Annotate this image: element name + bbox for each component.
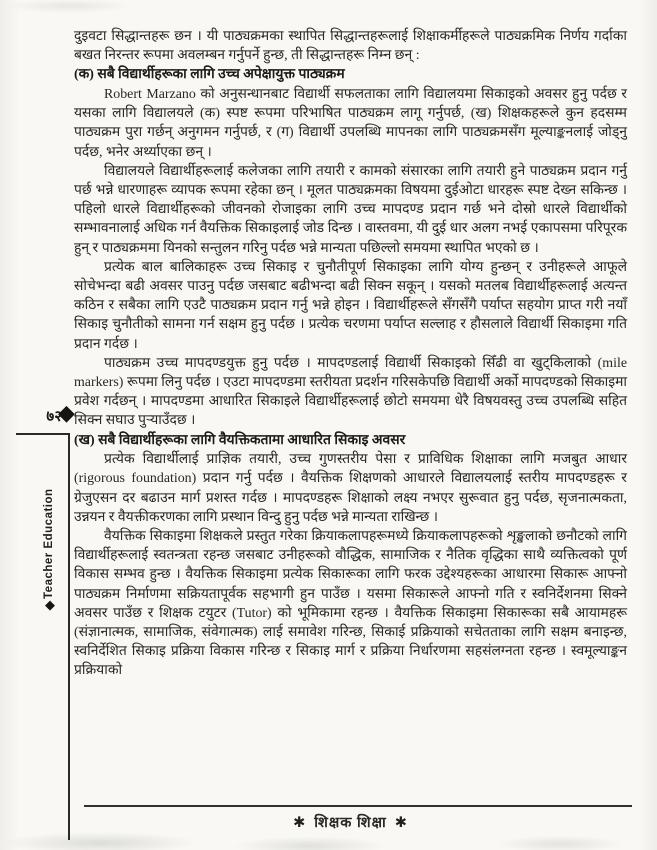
asterisk-icon: ✱ xyxy=(394,815,408,831)
paragraph: प्रत्येक बाल बालिकाहरू उच्च सिकाइ र चुनौतीपूर्ण सिकाइका लागि योग्य हुन्छन् र उनीहरूले आफूले सोचेभन्दा बढी अवसर पाउनु पर्दछ जसबाट बढीभन्दा बढी सिक्न सकून् । यसको मतलब विद्यार्थीहरूलाई अत्यन्त कठिन र सबैका लागि एउटै पाठ्यक्रम प्रदान गर्नु भन्ने होइन । विद्यार्थीहरूले सँगसँगै पर्याप्त सहयोग प्राप्त गरी नयाँ सिकाइ चुनौतीको सामना गर्न सक्षम हुनु पर्दछ । प्रत्येक चरणमा पर्याप्त सल्लाह र हौसलाले विद्यार्थी सिकाइमा गति प्रदान गर्दछ । xyxy=(74,259,627,352)
paragraph: Robert Marzano को अनुसन्धानबाट विद्यार्थी सफलताका लागि विद्यालयमा सिकाइको अवसर हुनु पर्दछ र यसका लागि विद्यालयले (क) स्पष्ट रूपमा परिभाषित पाठ्यक्रम लागू गर्नुपर्छ, (ख) शिक्षकहरूले कुन हदसम्म पाठ्यक्रम पुरा गर्छन् अनुगमन गर्नुपर्छ, र (ग) विद्यार्थी उपलब्धि मापनका लागि पाठ्यक्रमसँग मूल्याङ्कनलाई जोड्नु पर्दछ, भनेर अर्थ्याएका छन् । xyxy=(74,87,627,160)
intro-paragraph: दुइवटा सिद्धान्तहरू छन । यी पाठ्यक्रमका स्थापित सिद्धान्तहरूलाई शिक्षाकर्मीहरूले पाठ्यक्रमिक निर्णय गर्दाका बखत निरन्तर रूपमा अवलम्बन गर्नुपर्ने हुन्छ, ती सिद्धान्तहरू निम्न छन् : xyxy=(74,29,627,64)
footer-rule xyxy=(84,805,632,807)
footer-journal-title xyxy=(74,812,627,832)
section-b-heading: (ख) सबै विद्यार्थीहरूका लागि वैयक्तिकतामा आधारित सिकाइ अवसर xyxy=(74,432,406,448)
paragraph: विद्यालयले विद्यार्थीहरूलाई कलेजका लागि तयारी र कामको संसारका लागि तयारी हुने पाठ्यक्रम प्रदान गर्नु पर्छ भन्ने धारणाहरू व्यापक रूपमा रहेका छन् । मूलत पाठ्यक्रमका विषयमा दुईओटा धारहरू स्पष्ट देख्न सकिन्छ । पहिलो धारले विद्यार्थीहरूको जीवनको रोजाइका लागि उच्च मापदण्ड प्रदान गर्छ भने दोस्रो धारले विद्यार्थीको सम्भावनालाई अधिक गर्न वैयक्तिक सिकाइलाई जोड दिन्छ । वास्तवमा, यी दुई धार अलग नभई एकापसमा परिपूरक हुन् र पाठ्यक्रममा यिनको सन्तुलन गरिनु पर्दछ भन्ने मान्यता पछिल्लो समयमा स्थापित भएको छ । xyxy=(74,163,627,256)
paragraph: वैयक्तिक सिकाइमा शिक्षकले प्रस्तुत गरेका क्रियाकलापहरूमध्ये क्रियाकलापहरूको शृङ्खलाको छनौटको लागि विद्यार्थीहरूलाई स्वतन्त्रता रहन्छ जसबाट उनीहरूको वौद्धिक, सामाजिक र नैतिक वृद्धिका साथै व्यक्तित्वको पूर्ण विकास सम्भव हुन्छ । वैयक्तिक सिकाइमा प्रत्येक सिकारूका लागि फरक उद्देश्यहरूका आधारमा सिकारू आफ्नो पाठ्यक्रम निर्माणमा सक्रियतापूर्वक सहभागी हुन पाउँछ । यसमा सिकारूले आफ्नो गति र स्वनिर्देशनमा सिक्ने अवसर पाउँछ र शिक्षक टयुटर (Tutor) को भूमिकामा रहन्छ । वैयक्तिक सिकाइमा सिकारूका सबै आयामहरू (संज्ञानात्मक, सामाजिक, संवेगात्मक) लाई समावेश गरिन्छ, सिकाई प्रक्रियाको सचेतताका लागि सक्षम बनाइन्छ, स्वनिर्देशित सिकाइ प्रक्रिया विकास गरिन्छ र सिकाइ मार्ग र प्रक्रिया निर्धारणमा सहसंलग्नता रहन्छ । स्वमूल्याङ्कन प्रक्रियाको xyxy=(74,529,627,679)
diamond-icon: ◆ xyxy=(45,598,55,613)
paragraph: पाठ्यक्रम उच्च मापदण्डयुक्त हुनु पर्दछ । मापदण्डलाई विद्यार्थी सिकाइको सिँढी वा खुट्किलाको (mile markers) रूपमा लिनु पर्दछ । एउटा मापदण्डमा स्तरीयता प्रदर्शन गरिसकेपछि विद्यार्थी अर्को मापदण्डको सिकाइमा प्रवेश गर्दछन् । मापदण्डमा आधारित सिकाइले विद्यार्थीहरूलाई छोटो समयमा धेरै विषयवस्तु उच्च उपलब्धि सहित सिक्न सघाउ पुऱ्याउँदछ । xyxy=(74,355,627,429)
footer-title-text: शिक्षक शिक्षा xyxy=(314,815,387,831)
page-number: ७२ xyxy=(46,408,62,425)
sidebar-horizontal-rule xyxy=(16,433,70,435)
page-body-text xyxy=(74,27,627,681)
asterisk-icon: ✱ xyxy=(293,815,307,831)
paragraph: प्रत्येक विद्यार्थीलाई प्राज्ञिक तयारी, उच्च गुणस्तरीय पेसा र प्राविधिक शिक्षाका लागि मजबुत आधार (rigorous foundation) प्रदान गर्नु पर्दछ । वैयक्तिक शिक्षणको आधारले विद्यालयलाई स्तरीय मापदण्डहरू र ग्रेजुएसन दर बढाउन मार्ग प्रशस्त गर्दछ । मापदण्डहरू शिक्षाको लक्ष्य नभएर सुरूवात हुनु पर्दछ, सृजनात्मकता, उन्नयन र वैयक्तीकरणका लागि प्रस्थान विन्दु हुनु पर्दछ भन्ने मान्यता राखिन्छ । xyxy=(74,452,627,525)
sidebar-journal-label: Teacher Education xyxy=(43,488,55,599)
diamond-icon: ◆ xyxy=(58,401,75,426)
sidebar-vertical-rule xyxy=(68,433,70,840)
section-a-heading: (क) सबै विद्यार्थीहरूका लागि उच्च अपेक्षायुक्त पाठ्यक्रम xyxy=(74,67,345,83)
